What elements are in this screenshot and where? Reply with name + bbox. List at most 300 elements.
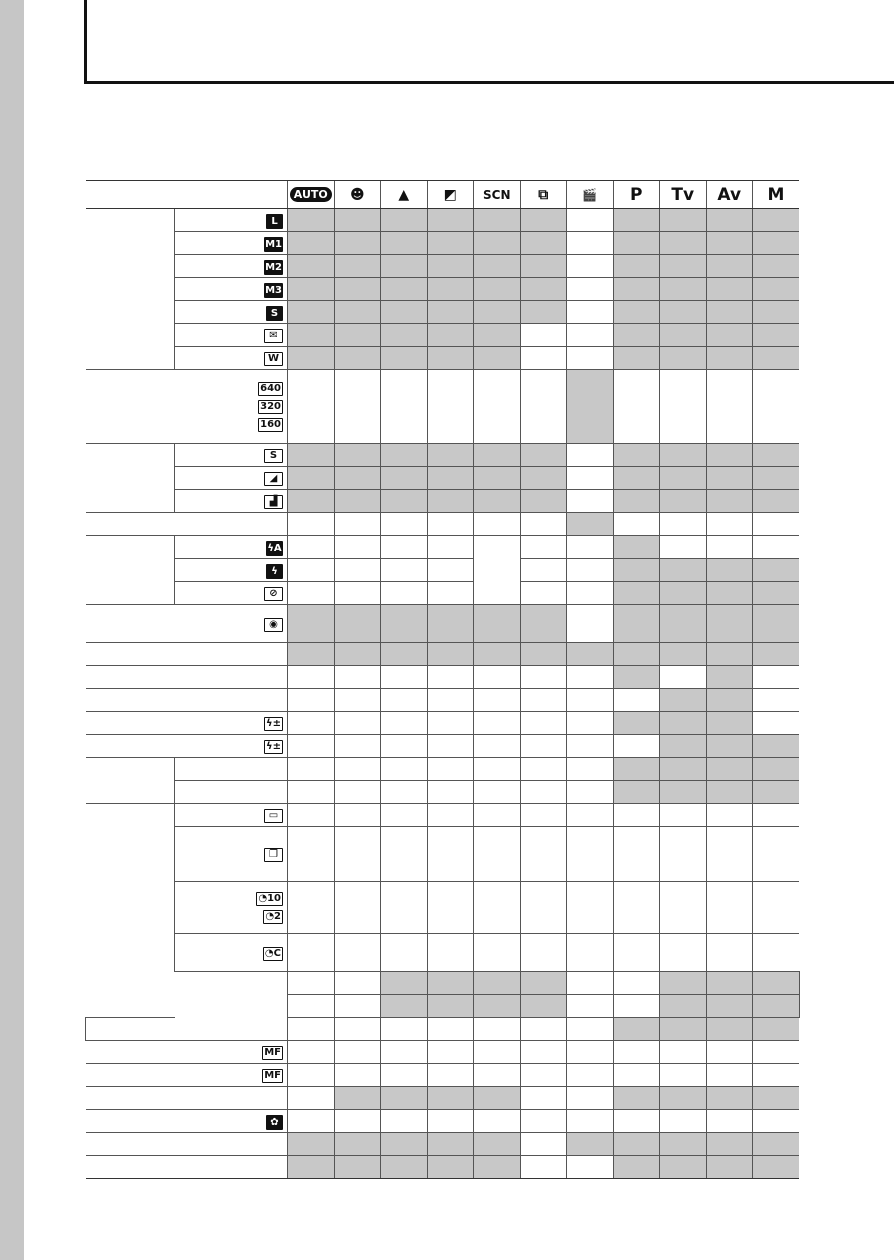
availability-cell [706,882,753,934]
availability-cell [381,643,428,666]
left-margin-strip [0,0,24,1260]
availability-cell [753,209,800,232]
availability-cell [613,1087,660,1110]
manual-focus-icon [86,1064,288,1087]
availability-cell [613,467,660,490]
row-blank [175,781,288,804]
availability-cell [520,605,567,643]
availability-cell [334,232,381,255]
table-row [86,605,800,643]
availability-cell [753,1110,800,1133]
availability-cell [427,666,474,689]
availability-cell [288,804,335,827]
availability-cell [660,1018,707,1041]
availability-cell [288,1018,335,1041]
page-heading-frame [84,0,894,84]
availability-cell [520,804,567,827]
availability-cell [613,735,660,758]
availability-cell [288,490,335,513]
availability-cell [427,278,474,301]
availability-cell [334,278,381,301]
availability-cell [660,559,707,582]
availability-cell [474,324,521,347]
size-m1-icon [175,232,288,255]
availability-cell [334,1156,381,1179]
availability-cell [753,804,800,827]
availability-cell [567,209,614,232]
table-row [86,934,800,972]
mode-m: M [753,181,800,209]
row-blank [86,1156,288,1179]
availability-cell [427,1018,474,1041]
availability-cell [660,1064,707,1087]
table-row [86,758,800,781]
movie-size-icons [86,370,288,444]
availability-cell [474,689,521,712]
availability-cell [520,255,567,278]
availability-cell [520,666,567,689]
availability-cell [474,370,521,444]
availability-cell [706,1064,753,1087]
availability-cell [334,934,381,972]
availability-cell [288,712,335,735]
table-row [86,972,800,995]
availability-cell [381,882,428,934]
availability-cell [753,490,800,513]
table-row [86,370,800,444]
availability-cell [520,735,567,758]
availability-cell [753,513,800,536]
availability-cell [427,804,474,827]
availability-cell [381,712,428,735]
availability-cell [474,1087,521,1110]
size-w-icon: W [264,352,283,366]
table-row [86,301,800,324]
availability-cell [288,324,335,347]
availability-cell [427,490,474,513]
availability-cell [520,444,567,467]
availability-cell [474,347,521,370]
availability-cell [288,301,335,324]
flash-comp-icon: ϟ± [264,717,283,731]
landscape-icon: ▲ [381,181,428,209]
table-row [86,643,800,666]
availability-cell [753,347,800,370]
availability-cell [613,972,660,995]
availability-cell [567,781,614,804]
availability-cell [753,827,800,882]
availability-cell [660,301,707,324]
table-row [86,1041,800,1064]
availability-cell [567,712,614,735]
availability-cell [567,1018,614,1041]
availability-cell [334,582,381,605]
availability-cell [660,605,707,643]
availability-cell [381,232,428,255]
availability-cell [567,582,614,605]
availability-cell [706,666,753,689]
availability-cell [288,605,335,643]
availability-cell [613,666,660,689]
availability-cell [660,758,707,781]
availability-cell [753,232,800,255]
availability-cell [753,370,800,444]
availability-cell [567,278,614,301]
mf-icon: MF [264,1047,281,1058]
availability-cell [288,278,335,301]
availability-cell [753,301,800,324]
flash-on-icon [175,559,288,582]
availability-cell [381,513,428,536]
availability-cell [381,605,428,643]
availability-cell [567,643,614,666]
availability-cell [753,1087,800,1110]
availability-cell [474,301,521,324]
availability-cell [613,255,660,278]
availability-cell [427,1041,474,1064]
availability-cell [520,1156,567,1179]
availability-cell [381,347,428,370]
availability-cell [474,758,521,781]
availability-cell [753,758,800,781]
availability-cell [660,490,707,513]
flash-on-icon: ϟ [266,564,283,579]
availability-cell [520,347,567,370]
availability-cell [474,1018,521,1041]
availability-cell [567,559,614,582]
availability-cell [753,467,800,490]
availability-cell [520,467,567,490]
availability-cell [474,666,521,689]
availability-cell [567,347,614,370]
availability-cell [520,972,567,995]
table-row [86,255,800,278]
availability-cell [520,934,567,972]
availability-cell [474,444,521,467]
size-m3-icon: M3 [265,284,282,296]
availability-cell [381,301,428,324]
availability-cell [660,370,707,444]
availability-cell [753,1018,800,1041]
availability-cell [520,995,567,1018]
availability-cell [613,1064,660,1087]
availability-cell [334,255,381,278]
availability-cell [567,255,614,278]
availability-cell [660,934,707,972]
availability-cell [334,559,381,582]
availability-cell [288,643,335,666]
availability-cell [567,1064,614,1087]
row-blank [86,666,288,689]
availability-cell [288,1064,335,1087]
availability-cell [753,643,800,666]
table-row [86,278,800,301]
availability-cell [334,1041,381,1064]
portrait-icon: ☻ [334,181,381,209]
availability-cell [753,1133,800,1156]
header-blank [86,181,288,209]
availability-cell [381,972,428,995]
availability-cell [381,490,428,513]
availability-cell [427,1156,474,1179]
availability-cell [288,582,335,605]
availability-cell [753,559,800,582]
availability-cell [334,781,381,804]
availability-cell [660,781,707,804]
availability-cell [567,301,614,324]
availability-cell [706,255,753,278]
size-l-icon: L [266,214,283,229]
availability-cell [474,1064,521,1087]
mode-av: Av [706,181,753,209]
availability-cell [334,1133,381,1156]
table-row [86,1087,800,1110]
row-group [86,804,175,1018]
availability-cell [334,209,381,232]
availability-cell [381,735,428,758]
flash-off-icon [175,582,288,605]
availability-cell [334,735,381,758]
availability-cell [381,536,428,559]
availability-cell [427,995,474,1018]
availability-cell [334,1110,381,1133]
availability-cell [706,1087,753,1110]
availability-cell [427,444,474,467]
availability-cell [474,1110,521,1133]
availability-cell [334,972,381,995]
availability-cell [288,347,335,370]
availability-cell [706,232,753,255]
availability-cell [753,1064,800,1087]
night-snapshot-icon: ◩ [427,181,474,209]
availability-cell [334,1018,381,1041]
availability-cell [474,934,521,972]
availability-cell [288,827,335,882]
availability-cell [288,209,335,232]
availability-cell [613,712,660,735]
availability-cell [660,536,707,559]
availability-cell [613,513,660,536]
table-row [86,1064,800,1087]
compression-normal-icon [175,490,288,513]
availability-cell [288,1156,335,1179]
availability-cell [520,278,567,301]
timer-10-icon: ◔10 [258,892,281,904]
availability-cell [613,490,660,513]
size-m1-icon: M1 [265,238,282,250]
availability-cell [334,513,381,536]
mode-tv: Tv [660,181,707,209]
availability-cell [288,882,335,934]
drive-continuous-icon: ❐ [264,848,283,862]
availability-cell [288,666,335,689]
availability-cell [334,605,381,643]
availability-cell [381,995,428,1018]
availability-cell [381,1087,428,1110]
availability-cell [427,536,474,559]
table-row [86,444,800,467]
self-timer-icons [175,892,283,924]
size-small-icon [175,301,288,324]
size-m2-icon: M2 [265,261,282,273]
availability-cell [567,758,614,781]
availability-cell [288,1133,335,1156]
availability-cell [427,1133,474,1156]
size-m3-icon [175,278,288,301]
size-postcard-icon [175,324,288,347]
availability-cell [427,255,474,278]
availability-cell [474,804,521,827]
availability-cell [381,1064,428,1087]
availability-cell [334,827,381,882]
availability-cell [427,934,474,972]
availability-cell [706,513,753,536]
size-s-icon: S [266,306,283,321]
row-group [175,972,288,1041]
table-row [86,467,800,490]
availability-cell [567,324,614,347]
availability-cell [520,712,567,735]
table-row [86,804,800,827]
availability-cell [427,827,474,882]
availability-cell [753,934,800,972]
availability-cell [474,995,521,1018]
drive-single-icon [175,804,288,827]
availability-cell [288,758,335,781]
availability-cell [753,882,800,934]
availability-cell [520,209,567,232]
row-blank [86,643,288,666]
availability-cell [427,324,474,347]
availability-cell [660,972,707,995]
mode-scn: SCN [474,181,521,209]
availability-cell [660,1156,707,1179]
availability-cell [288,735,335,758]
flash-auto-icon: ϟA [267,542,282,554]
availability-cell [427,347,474,370]
row-blank [86,1018,175,1041]
availability-cell [660,347,707,370]
timer-2-icon: ◔2 [265,910,281,922]
availability-cell [613,324,660,347]
row-blank [175,758,288,781]
availability-cell [567,1041,614,1064]
availability-cell [660,444,707,467]
row-group [86,444,175,513]
row-blank [288,995,335,1018]
availability-cell [706,689,753,712]
mode-p: P [613,181,660,209]
availability-cell [660,882,707,934]
availability-cell [427,1110,474,1133]
availability-cell [613,1110,660,1133]
availability-cell [381,467,428,490]
availability-cell [753,278,800,301]
table-row [86,536,800,559]
availability-cell [660,467,707,490]
availability-cell [427,712,474,735]
availability-cell [660,1041,707,1064]
compression-fine-icon [175,467,288,490]
availability-cell [706,278,753,301]
availability-cell [288,689,335,712]
mode-auto: AUTO [288,181,335,209]
table-row [86,1110,800,1133]
availability-cell [474,1041,521,1064]
availability-cell [427,689,474,712]
mov-320-icon: 320 [260,400,281,412]
availability-cell [660,643,707,666]
availability-cell [474,1133,521,1156]
availability-cell [520,536,567,559]
availability-cell [753,972,800,995]
availability-cell [381,1018,428,1041]
availability-cell [660,689,707,712]
availability-cell [427,301,474,324]
availability-cell [660,995,707,1018]
availability-cell [706,444,753,467]
size-m2-icon [175,255,288,278]
availability-cell [334,758,381,781]
availability-cell [381,559,428,582]
availability-cell [567,972,614,995]
availability-cell [613,1133,660,1156]
availability-cell [567,1110,614,1133]
availability-cell [288,781,335,804]
availability-cell [427,972,474,995]
stitch-assist-icon: ⧉ [520,181,567,209]
availability-cell [613,689,660,712]
availability-cell [706,1110,753,1133]
availability-cell [520,490,567,513]
availability-cell [567,1087,614,1110]
availability-cell [474,972,521,995]
movie-size-icons [86,382,284,432]
availability-cell [474,605,521,643]
availability-cell [706,827,753,882]
availability-cell [567,804,614,827]
row-group [86,209,175,370]
row-group [86,758,175,804]
availability-cell [288,536,335,559]
availability-cell [288,232,335,255]
availability-cell [381,666,428,689]
availability-cell [753,605,800,643]
availability-cell [520,643,567,666]
mode-header-row [86,181,800,209]
availability-cell [567,827,614,882]
availability-cell [660,255,707,278]
availability-cell [427,513,474,536]
availability-cell [613,934,660,972]
availability-cell [474,467,521,490]
availability-cell [334,995,381,1018]
availability-cell [567,536,614,559]
table-row [86,347,800,370]
availability-cell [753,995,800,1018]
availability-cell [288,467,335,490]
availability-cell [381,804,428,827]
availability-cell [567,467,614,490]
table-row [86,209,800,232]
availability-cell [613,209,660,232]
availability-cell [427,467,474,490]
availability-cell [381,1156,428,1179]
availability-cell [706,209,753,232]
availability-cell [427,758,474,781]
availability-cell [474,882,521,934]
availability-cell [288,934,335,972]
